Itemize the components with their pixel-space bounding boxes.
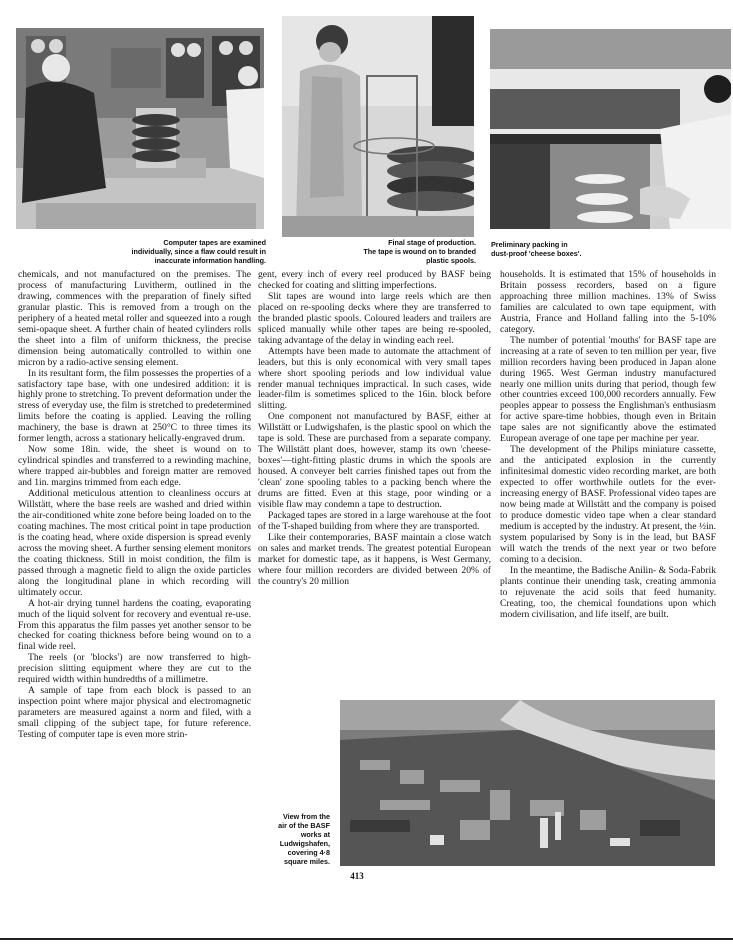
paragraph: In the meantime, the Badische Anilin- & Soda-Fabrik plants continue their unending task, creating ammonia to rejuvenate the acid soils that feed humanity. Creating, too, the chemical foundations upon which modern civilisation, and life itself, are built. (500, 564, 716, 620)
paragraph: Additional meticulous attention to cleanliness occurs at Willstätt, where the base reels are washed and dried within the air-conditioned white zone before being loaded on to the coating machines. The most critical point in tape production is the coating head, where oxide dispersion is spread evenly across the moving sheet. A further sensing element monitors the coating thickness. Still in moist condition, the film is passed through a magnetic field to align the oxide particles along the longitudinal plane in which recording will ultimately occur. (18, 488, 251, 598)
paragraph: In its resultant form, the film possesses the properties of a satisfactory tape base, with one undesired addition: it is highly prone to stretching. To prevent deformation under the stress of everyday use, the film is stretched to predetermined limits before the coating is applied. Leaving the rolling machinery, the base is drawn at 250°C to three times its former length, across a stationary helically-engraved drum. (18, 367, 251, 445)
text-column-2 (258, 270, 491, 708)
photo-computer-tape-examination (16, 28, 264, 229)
paragraph: A hot-air drying tunnel hardens the coating, evaporating much of the liquid solvent for recovery and eventual re-use. From this apparatus the film passes yet another sensor to be checked for coating thickness before being wound on to a final wide reel. (18, 597, 251, 653)
bottom-border (0, 938, 733, 940)
caption-photo1: Computer tapes are examined individually, since a flaw could result in inaccurate information handling. (131, 238, 266, 265)
caption-photo3: Preliminary packing in dust-proof 'cheese boxes'. (491, 240, 582, 258)
paragraph: Like their contemporaries, BASF maintain a close watch on sales and market trends. The greatest potential European market for domestic tape, as it happens, is West Germany, where four million recorders are divided between 20% of the country's 20 million (258, 531, 491, 587)
paragraph: Attempts have been made to automate the attachment of leaders, but this is only economical with very small tapes where short spooling periods and low individual value render manual techniques impractical. In such cases, wide leader-film is sometimes spliced to the 16in. block before slitting. (258, 345, 491, 412)
caption-aerial: View from the air of the BASF works at Ludwigshafen, covering 4·8 square miles. (278, 812, 330, 866)
photo-final-stage-production (282, 16, 474, 237)
paragraph: The development of the Philips miniature cassette, and the anticipated explosion in the currently infinitesimal domestic video recording market, are both expected to offer worthwhile outlets for the ever-increasing energy of BASF. Professional video tapes are now being made at Willstätt and the company is poised to produce domestic video tape when a clear standard medium is accepted by the industry. At present, the ½in. system popularised by Sony is in the lead, but BASF will watch the trends of the next year or two before coming to a decision. (500, 444, 716, 565)
paragraph: A sample of tape from each block is passed to an inspection point where major physical and electromagnetic parameters are measured against a norm and filed, with a small clipping of the subject tape, for future reference. Testing of computer tape is even more strin- (18, 685, 251, 741)
paragraph: The reels (or 'blocks') are now transferred to high-precision slitting equipment where they are cut to the required width within hundredths of a millimetre. (18, 652, 251, 686)
paragraph: One component not manufactured by BASF, either at Willstätt or Ludwigshafen, is the plastic spool on which the tape is sold. These are purchased from a separate company. The Willstätt plant does, however, stamp its own 'cheese-boxes'—tight-fitting plastic drums in which the spools are housed. A conveyer belt carries finished tapes out from the 'clean' zone spooling tables to a packing bench where the drums are fitted. Even at this stage, poor winding or a visible flaw may condemn a tape to destruction. (258, 411, 491, 511)
page-number: 413 (350, 871, 364, 881)
paragraph: households. It is estimated that 15% of households in Britain possess recorders, based on a figure approaching three million machines. 13% of Swiss families are calculated to own tape equipment, with Austria, France and Holland falling into the 5-10% category. (500, 270, 716, 335)
text-column-1 (18, 270, 251, 870)
text-column-3 (500, 270, 716, 708)
photo-preliminary-packing (490, 29, 731, 229)
paragraph: Now some 18in. wide, the sheet is wound on to cylindrical spindles and transferred to a rewinding machine, where trapped air-bubbles and foreign matter are removed and 1in. margins trimmed from each edge. (18, 444, 251, 489)
paragraph: The number of potential 'mouths' for BASF tape are increasing at a rate of seven to ten million per year, five million recorders having been produced in Japan alone during 1965. West German industry manufactured nearly one million units during that period, though few other countries exceed 100,000 recorders annually. Few peoples appear to possess the Englishman's enthusiasm for active spare-time hobbies, though even in Britain tape sales are not significantly above the estimated European average of one tape per machine per year. (500, 334, 716, 445)
paragraph: gent, every inch of every reel produced by BASF being checked for coating and slitting imperfections. (258, 270, 491, 291)
paragraph: Packaged tapes are stored in a large warehouse at the foot of the T-shaped building from where they are transported. (258, 509, 491, 532)
paragraph: Slit tapes are wound into large reels which are then placed on re-spooling decks where they are transferred to the branded plastic spools. Coloured leaders and trailers are spliced manually while other tapes are being re-spooled, taking advantage of the delay in winding each reel. (258, 290, 491, 346)
paragraph: chemicals, and not manufactured on the premises. The process of manufacturing Luvitherm, outlined in the drawing, commences with the preparation of finely sifted granular plastic. This is removed from a trough on the periphery of a heated metal roller and squeezed into a rough semi-opaque sheet. A further chain of heated cylinders rolls the sheet into a film of uniform thickness, the precise dimension being automatically controlled to within one micron by a radio-active sensing element. (18, 270, 251, 368)
photo-aerial-basf-works (340, 700, 715, 866)
caption-photo2: Final stage of production. The tape is wound on to branded plastic spools. (363, 238, 476, 265)
